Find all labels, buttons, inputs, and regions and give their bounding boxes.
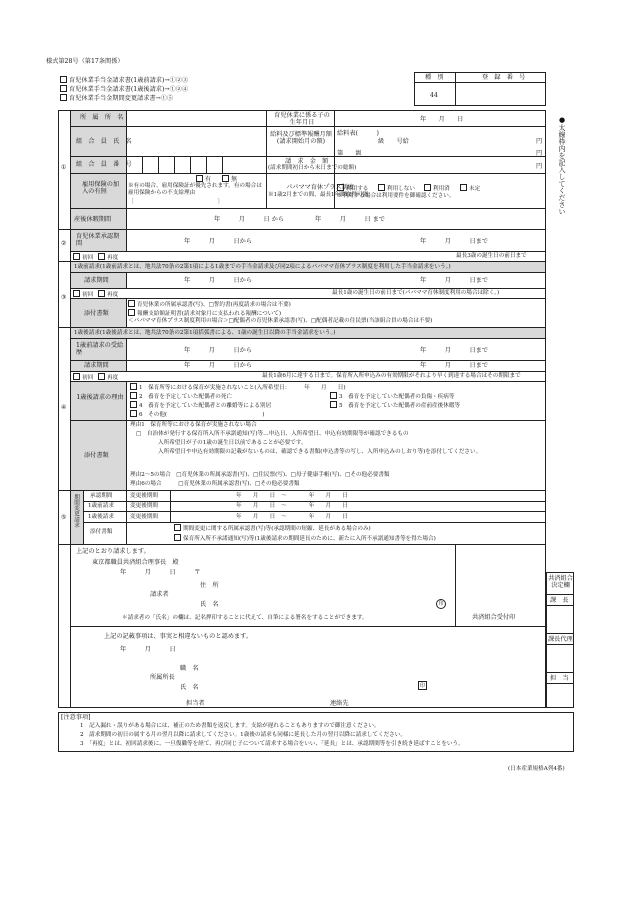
checkbox-icon [98, 253, 105, 260]
s5-attach-label: 添付書類 [90, 529, 113, 535]
s3-note: 最長1歳の誕生日の前日まで(パパママ育休制度利用の場合は除く。) [332, 290, 500, 296]
insurance-no[interactable] [222, 175, 237, 183]
claimant-label: 請求者 [150, 591, 169, 598]
papa-not-use-label: 利用しない [387, 186, 415, 192]
child-birth-label: 育児休業に係る子の生年月日 [274, 112, 330, 126]
s5-row1-range[interactable]: 年 月 日 ～ 年 月 日 [236, 493, 348, 499]
claim-amount-note: (請求期間初日から末日までの総額) [268, 165, 357, 171]
person-label: 担当者 [186, 700, 205, 707]
insurance-bracket[interactable]: 〔 〕 [128, 199, 224, 205]
checkbox-icon [60, 85, 67, 92]
salary-table[interactable]: 給料表( ) [337, 130, 379, 137]
option-1-label: 育児休業手当金請求書(1歳前請求)→①②③ [69, 77, 189, 84]
addressee: 東京都職員共済組合理事長 殿 [92, 559, 179, 566]
checkbox-icon [460, 184, 467, 191]
s3-attach-2[interactable] [128, 309, 281, 318]
name2-label: 氏 名 [180, 684, 199, 691]
option-3[interactable] [60, 94, 173, 102]
insurance-yes-label: 有 [205, 176, 212, 183]
s5-attach-2-label: 保育所入所不承諾通知(写)等(1歳後請求の期間延長のために、新たに入所不承諾通知書等を得た場合) [183, 536, 436, 542]
checkbox-icon [73, 373, 80, 380]
section-1-num: ① [61, 164, 67, 171]
s4-note: 最長1歳6月に達する日まで。保育所入所申込みの有効期限がそれより早く到達する場合はその期限まで [262, 373, 521, 379]
checkbox-icon [60, 76, 67, 83]
section-5-num: ⑤ [61, 514, 67, 521]
s5-row2-label: 1歳前請求 [88, 503, 114, 509]
salary-label: 給料及び標準報酬月額(請求開始月の額) [270, 131, 332, 145]
checkbox-icon [73, 290, 80, 297]
sign-date[interactable]: 年 月 日 〒 [120, 569, 201, 576]
insurance-no-label: 無 [231, 176, 238, 183]
affiliation-label: 所 属 所 名 [80, 114, 124, 121]
papa-use[interactable] [337, 184, 368, 193]
s4-again-label: 再度 [107, 375, 119, 381]
approval-first[interactable] [73, 253, 93, 262]
s3-from[interactable]: 年 月 日から [184, 277, 253, 284]
employment-insurance-label: 雇用保険の加入の有無 [82, 181, 120, 195]
s5-row1-change: 変更後期間 [130, 493, 158, 499]
papa-used[interactable] [424, 184, 450, 193]
s3-period-label: 請求期間 [84, 277, 109, 284]
reason-2-label: 2 養育を予定していた配偶者の死亡 [139, 394, 233, 400]
approval-from[interactable]: 年 月 日から [184, 238, 253, 245]
type-label: 種 別 [425, 74, 444, 81]
receipt-stamp: 共済組合受付印 [472, 614, 516, 621]
s4-attach-3[interactable]: 理由6の場合 □育児休業の所属承認書(写)、□その他必要書類 [130, 481, 300, 487]
approval-again-label: 再度 [107, 255, 119, 261]
papa-use-label: 利用する [346, 186, 369, 192]
checkbox-icon [128, 300, 135, 307]
option-3-label: 育児休業手当金期間変更請求書→①⑤ [69, 95, 174, 102]
insurance-note: ※有の場合、雇用保険証が優先されます。有の場合は雇用保険からの不支給理由 [128, 183, 262, 196]
note-1: 1 記入漏れ・誤りがある場合には、補正のため書類を返戻します。支給が遅れることもありますので御注意ください。 [80, 723, 380, 729]
checkbox-icon [174, 534, 181, 541]
checkbox-icon [196, 175, 203, 182]
request-text: 上記のとおり請求します。 [76, 548, 150, 555]
checkbox-icon [130, 383, 137, 390]
s5-attach-2[interactable] [174, 534, 436, 543]
checkbox-icon [128, 309, 135, 316]
reason-4-label: 4 養育を予定していた配偶者との離婚等による別居 [139, 403, 272, 409]
footer: (日本産業規格A列4番) [508, 766, 565, 772]
confirm-text: 上記の記載事項は、事実と相違ないものと認めます。 [104, 633, 253, 640]
title-label: 職 名 [180, 665, 199, 672]
chief-label: 課 長 [550, 597, 569, 604]
reason-5-label: 5 養育を予定していた配偶者の産前産後休暇等 [339, 403, 461, 409]
checkbox-icon [130, 410, 137, 417]
section-4-banner: 1歳後請求(1歳後請求とは、地共法70条の2第1項括弧書による、1歳の誕生日以降の手当金請求をいう。) [74, 330, 336, 336]
section-2-num: ② [61, 240, 67, 247]
papa-not-use[interactable] [378, 184, 415, 193]
s5-vertical-label: 期間変更請求 [73, 494, 79, 528]
checkbox-icon [330, 401, 337, 408]
confirm-date[interactable]: 年 月 日 [120, 646, 176, 653]
s3-first[interactable] [73, 290, 93, 299]
checkbox-icon [378, 184, 385, 191]
s3-attach-1[interactable] [128, 300, 291, 309]
s4-period-label: 請求期間 [84, 362, 109, 369]
seal-box: 印 [419, 683, 425, 689]
s4-from[interactable]: 年 月 日から [184, 362, 253, 369]
checkbox-icon [424, 184, 431, 191]
option-2-label: 育児休業手当金請求書(1歳後請求)→①②④ [69, 86, 189, 93]
papa-undecided-label: 未定 [469, 186, 481, 192]
checkbox-icon [130, 392, 137, 399]
s4-attach-1b: 入所希望日が子の1歳の誕生日以前であることが必要です。 [158, 440, 307, 446]
s4-attach-2[interactable]: 理由2～5の場合 □育児休業の所属承認書(写)、□住民票(写)、□母子健康手帳(写)、□その他必要書類 [130, 472, 390, 478]
approval-period-label: 育児休業承認期間 [76, 233, 120, 247]
s5-row3-label: 1歳後請求 [88, 514, 114, 520]
seal-mark: 印 [436, 599, 446, 609]
s3-again[interactable] [98, 290, 118, 299]
s3-first-label: 初回 [82, 292, 94, 298]
member-name-label: 組 合 員 氏 名 [76, 138, 132, 145]
standard-grade[interactable]: 第 級 [337, 150, 362, 157]
s5-row2-change: 変更後期間 [130, 503, 158, 509]
note-2: 2 請求期間の初日の属する月の翌月以降に請求してください。1歳後の請求も同様に延長した月の翌月以降に請求してください。 [80, 732, 406, 738]
insurance-yes[interactable] [196, 175, 211, 183]
checkbox-icon [98, 373, 105, 380]
checkbox-icon [174, 524, 181, 531]
papa-used-label: 利用済 [433, 186, 450, 192]
approval-note: 最長3歳の誕生日の前日まで [456, 253, 527, 259]
checkbox-icon [330, 392, 337, 399]
s3-again-label: 再度 [107, 292, 119, 298]
member-no-label: 組 合 員 番 号 [76, 161, 132, 168]
s4-to[interactable]: 年 月 日まで [420, 362, 489, 369]
grade[interactable]: 級 号給 [378, 138, 409, 145]
papa-undecided[interactable] [460, 184, 480, 193]
s3-attach-1-label: 育児休業の所属承認書(写)、□誓約書(再度請求の場合は不要) [137, 302, 291, 308]
contact-label: 連絡先 [330, 700, 349, 707]
yen-2: 円 [536, 150, 543, 157]
head-label: 所属所長 [150, 674, 175, 681]
s4-attach-reason1: 理由1 保育所等における保育が実施されない場合 [130, 422, 257, 428]
decision-label: 共済組合決定欄 [548, 575, 573, 589]
s3-attach-2-label: 報酬支給額証明書(請求対象月に支払われる報酬について) [137, 311, 282, 317]
reason-3[interactable] [330, 392, 454, 401]
papa-mama-note: ※1歳2月までの間、最長1年間取得可能 [268, 192, 369, 198]
deputy-label: 課長代理 [548, 636, 573, 643]
s4-approval-from[interactable]: 年 月 日から [184, 347, 253, 354]
s4-approval-to[interactable]: 年 月 日まで [420, 347, 489, 354]
use-note: ※利用する場合は利用要件を御確認ください。 [337, 193, 455, 199]
child-birth-value[interactable]: 年 月 日 [420, 116, 464, 123]
address-label: 住 所 [200, 582, 219, 589]
claim-amount-label: 請 求 金 額 [285, 158, 329, 165]
maternity-period-label: 産後休暇期間 [74, 216, 112, 223]
s4-first[interactable] [73, 373, 93, 382]
reason-1[interactable] [130, 383, 346, 392]
section-3-banner: 1歳前請求(1歳前請求とは、地共法70条の2第1項による1歳までの手当金請求及び同2項によるパパママ育休プラス制度を利用した手当金請求をいう。) [74, 264, 451, 270]
registration-label: 登 録 番 号 [482, 74, 526, 81]
s3-to[interactable]: 年 月 日まで [420, 277, 489, 284]
section-3-num: ③ [61, 294, 67, 301]
papa-mama-label: パパママ育休プラス制度 [286, 184, 354, 191]
yen-3: 円 [536, 163, 543, 170]
approval-to[interactable]: 年 月 日まで [420, 238, 489, 245]
checkbox-icon [337, 184, 344, 191]
reason-1-label: 1 保育所等における保育が実施されないこと(入所希望日： 年 月 日) [139, 385, 346, 391]
type-value: 44 [430, 92, 438, 99]
s5-row1-label: 承認期間 [90, 493, 113, 499]
staff-label: 担 当 [550, 675, 569, 682]
notes-title: [注意事項] [61, 714, 91, 721]
option-1[interactable] [60, 76, 188, 84]
reason-2[interactable] [130, 392, 232, 401]
s4-reason-label: 1歳後請求の理由 [76, 394, 124, 401]
s5-row3-change: 変更後期間 [130, 514, 158, 520]
s4-attach-1[interactable]: □ 自治体が発行する保育所入所不承諾通知(写)等…申込日、入所希望日、申込有効期限等が確認できるもの [136, 431, 409, 437]
checkbox-icon [98, 290, 105, 297]
yen-1: 円 [536, 138, 543, 145]
note-3: 3 「再度」とは、初回請求後に、一旦復職等を経て、再び同じ子について請求する場合をいい、「延長」とは、承認期間等を引き続き延ばすことをいう。 [80, 741, 464, 747]
s3-attach-label: 添付書類 [84, 310, 109, 317]
s3-attach-3: ＜パパママ育休プラス制度利用の場合＞□配偶者の育児休業承認書(写)、□配偶者記載の住民票(当該組合員の場合は不要) [128, 318, 433, 324]
s5-row3-range[interactable]: 年 月 日 ～ 年 月 日 [236, 514, 348, 520]
checkbox-icon [60, 94, 67, 101]
s5-row2-range[interactable]: 年 月 日 ～ 年 月 日 [236, 503, 348, 509]
s5-attach-1[interactable] [174, 524, 371, 533]
s4-again[interactable] [98, 373, 118, 382]
checkbox-icon [130, 401, 137, 408]
section-4-num: ④ [61, 404, 67, 411]
reason-4[interactable] [130, 401, 271, 410]
s4-approval-label: 1歳前請求の受給歴 [76, 342, 124, 356]
signature-note: ＊請求者の「氏名」の欄は、記名押印することに代えて、自筆による署名をすることができます。 [122, 615, 368, 621]
maternity-period-value[interactable]: 年 月 日 から 年 月 日 まで [214, 216, 385, 223]
s4-attach-1c: 入所希望日や申込有効期限の記載がないものは、確認できる書類(申込書等の写し、入所申込みのしおり等)を添付してください。 [158, 449, 482, 455]
reason-6-label: 6 その他( ) [139, 412, 265, 418]
approval-first-label: 初回 [82, 255, 94, 261]
name-label: 氏 名 [200, 601, 219, 608]
side-note: ●太線枠内を記入してください [558, 116, 566, 215]
reason-6[interactable] [130, 410, 264, 419]
approval-again[interactable] [98, 253, 118, 262]
option-2[interactable] [60, 85, 188, 93]
checkbox-icon [73, 253, 80, 260]
checkbox-icon [222, 175, 229, 182]
reason-3-label: 3 養育を予定していた配偶者の負傷・疾病等 [339, 394, 455, 400]
s4-attach-label: 添付書類 [84, 452, 109, 459]
form-id: 様式第28号（第17条関係） [46, 58, 124, 65]
s5-attach-1-label: 期間変更に関する所属承認書(写)等(承認期間の短縮、延長がある場合のみ) [183, 526, 371, 532]
reason-5[interactable] [330, 401, 460, 410]
s4-first-label: 初回 [82, 375, 94, 381]
